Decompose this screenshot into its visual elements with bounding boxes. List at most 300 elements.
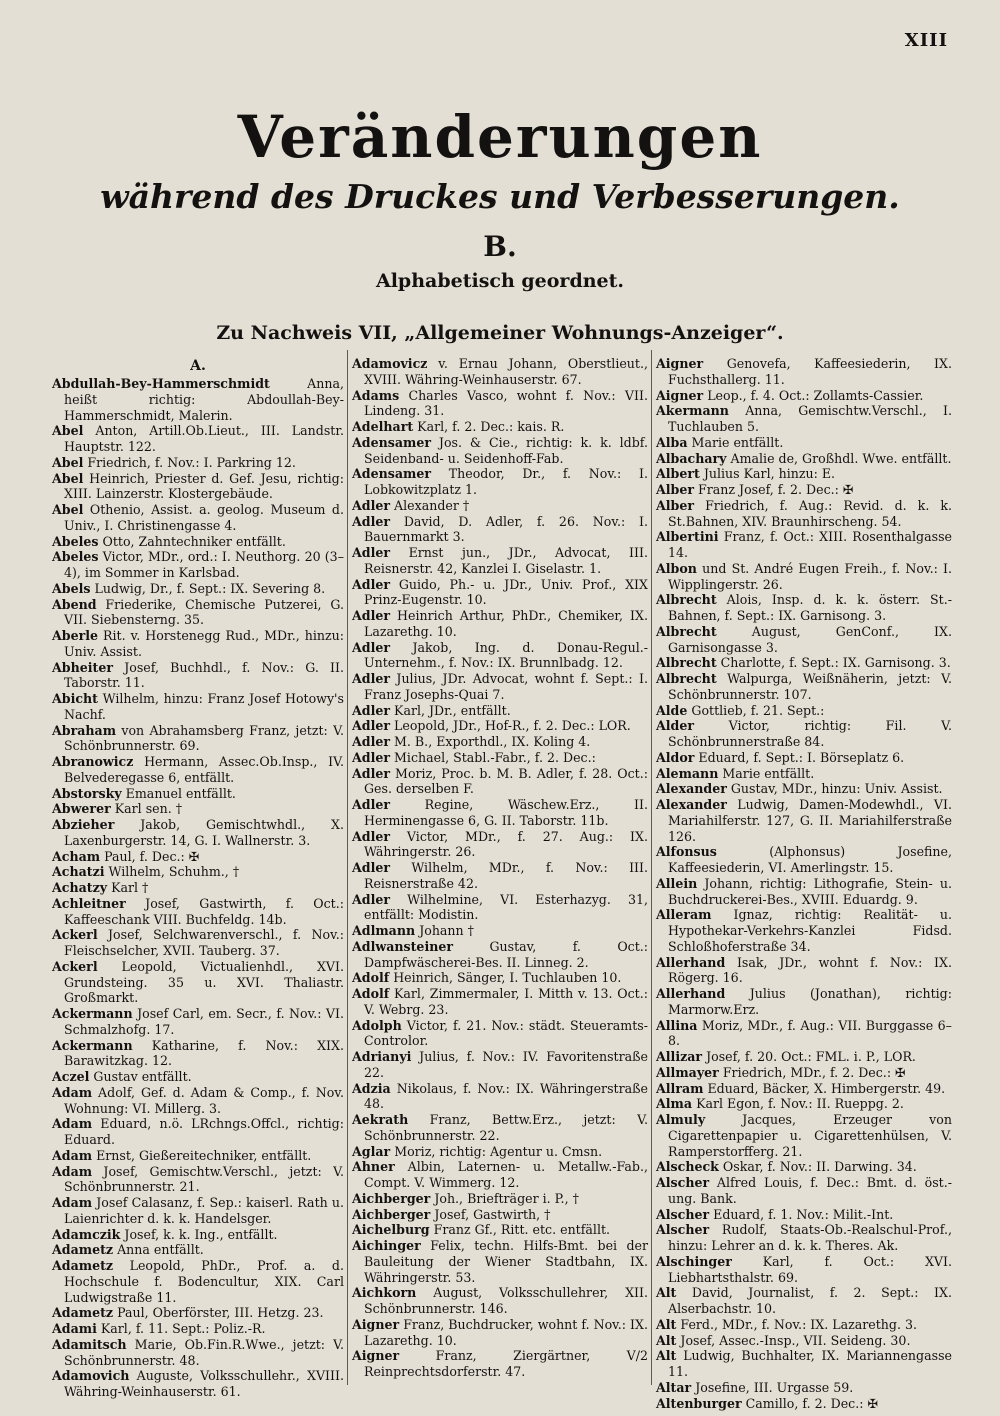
entry-text: Charles Vasco, wohnt f. Nov.: VII. Lindeng. 31. — [364, 387, 648, 419]
directory-entry — [352, 1207, 648, 1223]
entry-name: Abeles — [52, 549, 99, 565]
directory-entry — [52, 1305, 344, 1321]
entry-text: Ernst, Gießereitechniker, entfällt. — [96, 1147, 312, 1163]
entry-name: Abels — [52, 580, 91, 596]
entry-name: Acham — [52, 848, 101, 864]
entry-name: Allerhand — [656, 954, 726, 970]
entry-name: Adler — [352, 797, 391, 812]
directory-entry — [656, 1380, 952, 1396]
entry-name: Adler — [352, 765, 391, 781]
entry-text: David, Journalist, f. 2. Sept.: IX. Alserbachstr. 10. — [668, 1285, 952, 1316]
entry-text: Karl, JDr., entfällt. — [394, 702, 511, 718]
page-title: Veränderungen — [237, 103, 763, 171]
entry-name: Adametz — [52, 1242, 114, 1258]
directory-entry — [352, 1285, 648, 1317]
column-divider — [651, 350, 652, 1385]
page-subtitle: während des Druckes und Verbesserungen. — [100, 177, 900, 216]
entry-name: Ackerl — [52, 958, 98, 974]
entry-text: Ignaz, richtig: Realität- u. Hypothekar-Verkehrs-Kanzlei Fidsd. Schloßhoferstraße 34. — [668, 907, 952, 954]
entry-name: Albertini — [656, 529, 719, 545]
section-note: Alphabetisch geordnet. — [375, 270, 625, 292]
entry-text: Julius (Jonathan), richtig: Marmorw.Erz. — [668, 986, 952, 1017]
entry-name: Adam — [52, 1116, 93, 1132]
entry-text: Josef, Gastwirth, f. Oct.: Kaffeeschank VIII. Buchfeldg. 14b. — [64, 895, 344, 927]
directory-entry — [352, 498, 648, 514]
entry-name: Allerhand — [656, 986, 726, 1001]
directory-entry — [352, 734, 648, 750]
directory-entry — [52, 423, 344, 455]
entry-text: Josef, Gastwirth, † — [434, 1206, 551, 1222]
directory-entry — [352, 750, 648, 766]
directory-entry — [52, 817, 344, 849]
entry-name: Alscher — [656, 1222, 710, 1238]
directory-entry — [656, 766, 952, 782]
directory-entry — [52, 786, 344, 802]
entry-text: Josef, Selchwarenverschl., f. Nov.: Fleischselcher, XVII. Tauberg. 37. — [64, 927, 344, 958]
entry-text: Victor, MDr., f. 27. Aug.: IX. Währingerstr. 26. — [364, 828, 648, 860]
entry-name: Abranowicz — [52, 754, 134, 769]
directory-entry — [352, 797, 648, 829]
directory-entry — [52, 723, 344, 755]
entry-name: Aichelburg — [352, 1222, 430, 1238]
entry-name: Adler — [352, 891, 391, 907]
entry-text: Friedrich, f. Aug.: Revid. d. k. k. St.Bahnen, XIV. Braunhirscheng. 54. — [668, 497, 952, 529]
directory-entry — [52, 628, 344, 660]
entry-text: Walpurga, Weißnäherin, jetzt: V. Schönbrunnerstr. 107. — [668, 671, 952, 702]
entry-name: Aigner — [352, 1348, 400, 1364]
entry-text: Heinrich, Priester d. Gef. Jesu, richtig: XIII. Lainzerstr. Klostergebäude. — [64, 470, 344, 502]
directory-entry — [656, 1222, 952, 1254]
entry-text: Anna, Gemischtw.Verschl., I. Tuchlauben 5. — [668, 403, 952, 434]
entry-text: Josefine, III. Urgasse 59. — [695, 1379, 854, 1395]
entry-text: Friederike, Chemische Putzerei, G. VII. Siebensterng. 35. — [64, 596, 344, 628]
directory-entry — [52, 754, 344, 786]
entry-text: Genovefa, Kaffeesiederin, IX. Fuchsthallerg. 11. — [668, 356, 952, 387]
entry-text: Franz, Buchdrucker, wohnt f. Nov.: IX. Lazarethg. 10. — [364, 1316, 648, 1348]
entry-list — [352, 356, 648, 1380]
entry-name: Alexander — [656, 781, 727, 797]
directory-entry — [352, 1238, 648, 1285]
column-3 — [656, 356, 952, 1411]
entry-text: Moriz, Proc. b. M. B. Adler, f. 28. Oct.: Ges. derselben F. — [364, 765, 648, 797]
entry-name: Abheiter — [52, 659, 113, 675]
entry-text: Isak, JDr., wohnt f. Nov.: IX. Rögerg. 16. — [668, 954, 952, 986]
directory-entry — [52, 597, 344, 629]
entry-name: Adensamer — [352, 466, 431, 482]
entry-name: Alt — [656, 1316, 677, 1332]
entry-name: Adler — [352, 860, 391, 875]
entry-text: Eduard, f. Sept.: I. Börseplatz 6. — [698, 749, 905, 765]
entry-name: Adam — [52, 1195, 93, 1210]
directory-entry — [52, 849, 344, 865]
entry-name: Abel — [52, 423, 84, 439]
entry-name: Alscheck — [656, 1159, 719, 1175]
entry-text: M. B., Exporthdl., IX. Koling 4. — [394, 734, 591, 749]
entry-name: Adams — [352, 387, 400, 403]
directory-entry — [52, 502, 344, 534]
directory-entry — [352, 860, 648, 892]
directory-entry — [656, 1049, 952, 1065]
entry-text: Theodor, Dr., f. Nov.: I. Lobkowitzplatz 1. — [364, 466, 648, 497]
directory-entry — [656, 482, 952, 498]
directory-entry — [52, 471, 344, 503]
entry-text: Johann, richtig: Lithografie, Stein- u. Buchdruckerei-Bes., XVIII. Eduardg. 9. — [668, 875, 952, 907]
entry-text: Othenio, Assist. a. geolog. Museum d. Univ., I. Christinengasse 4. — [64, 502, 344, 533]
entry-text: Josef Calasanz, f. Sep.: kaiserl. Rath u. Laienrichter d. k. k. Handelsger. — [64, 1195, 344, 1226]
entry-text: Josef, k. k. Ing., entfällt. — [124, 1226, 278, 1242]
entry-text: Felix, techn. Hilfs-Bmt. bei der Bauleitung der Wiener Stadtbahn, IX. Währingerstr. 53. — [364, 1238, 648, 1285]
directory-entry — [656, 986, 952, 1018]
entry-text: Ernst jun., JDr., Advocat, III. Reisnerstr. 42, Kanzlei I. Giselastr. 1. — [364, 545, 648, 576]
entry-name: Adler — [352, 702, 391, 718]
directory-entry — [52, 1006, 344, 1038]
entry-text: Karl sen. † — [114, 801, 183, 817]
entry-list — [52, 376, 344, 1400]
entry-name: Adami — [52, 1321, 97, 1336]
directory-entry — [352, 435, 648, 467]
directory-entry — [52, 376, 344, 423]
directory-entry — [52, 455, 344, 471]
entry-text: Franz, Bettw.Erz., jetzt: V. Schönbrunnerstr. 22. — [364, 1112, 648, 1143]
entry-text: Moriz, richtig: Agentur u. Cmsn. — [394, 1143, 603, 1159]
entry-text: Wilhelm, MDr., f. Nov.: III. Reisnerstraße 42. — [364, 860, 648, 891]
directory-entry — [52, 1195, 344, 1227]
entry-text: Gustav entfällt. — [93, 1069, 192, 1084]
entry-name: Adzia — [352, 1080, 391, 1096]
entry-text: Josef, Assec.-Insp., VII. Seideng. 30. — [680, 1332, 911, 1348]
directory-entry — [656, 592, 952, 624]
entry-text: Karl, f. Oct.: XVI. Liebhartsthalstr. 69. — [668, 1253, 952, 1285]
entry-text: Oskar, f. Nov.: II. Darwing. 34. — [722, 1159, 917, 1175]
entry-name: Adler — [352, 718, 391, 734]
directory-entry — [352, 1144, 648, 1160]
entry-name: Albachary — [656, 450, 727, 466]
entry-name: Adolph — [352, 1017, 402, 1033]
directory-entry — [52, 534, 344, 550]
entry-text: August, GenConf., IX. Garnisongasse 3. — [668, 623, 952, 655]
entry-text: Leop., f. 4. Oct.: Zollamts-Cassier. — [707, 387, 924, 403]
entry-name: Ackermann — [52, 1037, 133, 1053]
entry-name: Adam — [52, 1084, 93, 1100]
directory-entry — [352, 1317, 648, 1349]
directory-entry — [52, 660, 344, 692]
column-1 — [52, 356, 344, 1400]
entry-name: Allizar — [656, 1049, 703, 1064]
directory-entry — [352, 608, 648, 640]
directory-entry — [352, 1018, 648, 1050]
column-2 — [352, 356, 648, 1380]
entry-name: Alfonsus — [656, 844, 717, 860]
entry-name: Abel — [52, 502, 84, 517]
entry-text: Eduard, f. 1. Nov.: Milit.-Int. — [713, 1206, 894, 1222]
entry-name: Adler — [352, 734, 391, 749]
entry-text: Franz Josef, f. 2. Dec.: ✠ — [698, 482, 854, 497]
directory-entry — [656, 1159, 952, 1175]
entry-text: Heinrich Arthur, PhDr., Chemiker, IX. Lazarethg. 10. — [364, 608, 648, 639]
page-number: XIII — [904, 30, 948, 51]
entry-name: Adler — [352, 513, 391, 529]
directory-entry — [352, 419, 648, 435]
entry-text: Adolf, Gef. d. Adam & Comp., f. Nov. Wohnung: VI. Millerg. 3. — [64, 1084, 344, 1116]
entry-text: Karl, f. 2. Dec.: kais. R. — [417, 419, 565, 434]
entry-name: Adler — [352, 608, 391, 623]
directory-entry — [352, 640, 648, 672]
directory-entry — [656, 1207, 952, 1223]
entry-name: Albrecht — [656, 655, 717, 671]
entry-text: Gustav, f. Oct.: Dampfwäscherei-Bes. II. Linneg. 2. — [364, 938, 648, 970]
directory-entry — [656, 955, 952, 987]
entry-text: Jacques, Erzeuger von Cigarettenpapier u. Cigarettenhülsen, V. Ramperstorfferg. 21. — [668, 1112, 952, 1159]
directory-entry — [52, 880, 344, 896]
entry-text: von Abrahamsberg Franz, jetzt: V. Schönbrunnerstr. 69. — [64, 722, 344, 754]
entry-name: Achatzy — [52, 880, 108, 895]
entry-name: Abel — [52, 470, 84, 486]
directory-entry — [352, 1222, 648, 1238]
directory-entry — [352, 703, 648, 719]
entry-text: Nikolaus, f. Nov.: IX. Währingerstraße 48. — [364, 1080, 648, 1112]
entry-name: Alt — [656, 1332, 677, 1348]
directory-entry — [52, 1258, 344, 1305]
entry-text: Gustav, MDr., hinzu: Univ. Assist. — [730, 781, 943, 797]
directory-entry — [52, 1069, 344, 1085]
directory-entry — [656, 1081, 952, 1097]
directory-entry — [52, 1085, 344, 1117]
entry-name: Alleram — [656, 907, 712, 923]
entry-text: Rit. v. Horstenegg Rud., MDr., hinzu: Univ. Assist. — [64, 628, 344, 659]
entry-text: Franz Gf., Ritt. etc. entfällt. — [433, 1222, 611, 1238]
entry-name: Altar — [656, 1379, 692, 1395]
entry-name: Ahner — [352, 1159, 395, 1175]
directory-entry — [656, 876, 952, 908]
entry-name: Alma — [656, 1096, 693, 1112]
entry-name: Adlwansteiner — [352, 938, 454, 954]
directory-entry — [656, 718, 952, 750]
entry-text: Anna entfällt. — [117, 1242, 204, 1258]
entry-text: Jakob, Ing. d. Donau-Regul.-Unternehm., f. Nov.: IX. Brunnlbadg. 12. — [364, 639, 648, 671]
entry-name: Alber — [656, 482, 695, 497]
entry-name: Adam — [52, 1163, 93, 1179]
entry-text: Victor, f. 21. Nov.: städt. Steueramts-Controlor. — [364, 1017, 649, 1049]
directory-entry — [52, 1337, 344, 1369]
entry-text: Karl Egon, f. Nov.: II. Rueppg. 2. — [696, 1096, 904, 1112]
entry-text: Camillo, f. 2. Dec.: ✠ — [745, 1395, 879, 1411]
entry-text: Eduard, Bäcker, X. Himbergerstr. 49. — [707, 1080, 946, 1096]
entry-name: Achleitner — [52, 895, 126, 911]
entry-name: Allina — [656, 1017, 698, 1033]
entry-name: Adler — [352, 497, 391, 513]
directory-entry — [352, 577, 648, 609]
entry-text: Otto, Zahntechniker entfällt. — [102, 533, 286, 549]
directory-entry — [52, 1164, 344, 1196]
entry-name: Adamczik — [52, 1226, 121, 1242]
entry-text: Josef Carl, em. Secr., f. Nov.: VI. Schmalzhofg. 17. — [64, 1006, 344, 1037]
entry-text: Joh., Briefträger i. P., † — [434, 1190, 579, 1206]
entry-text: (Alphonsus) Josefine, Kaffeesiederin, VI. Amerlingstr. 15. — [668, 844, 952, 875]
directory-entry — [52, 1368, 344, 1400]
directory-entry — [52, 1227, 344, 1243]
entry-text: Marie entfällt. — [722, 765, 815, 781]
entry-text: Auguste, Volksschullehr., XVIII. Währing-Weinhauserstr. 61. — [64, 1368, 344, 1399]
directory-entry — [656, 1112, 952, 1159]
directory-entry — [656, 388, 952, 404]
directory-entry — [656, 671, 952, 703]
entry-name: Albrecht — [656, 671, 717, 686]
entry-text: Alois, Insp. d. k. k. österr. St.-Bahnen, f. Sept.: IX. Garnisong. 3. — [668, 592, 952, 623]
directory-entry — [352, 466, 648, 498]
directory-entry — [352, 1081, 648, 1113]
directory-entry — [52, 1321, 344, 1337]
directory-entry — [352, 970, 648, 986]
entry-name: Allein — [656, 875, 698, 891]
entry-name: Alscher — [656, 1206, 710, 1222]
entry-name: Allram — [656, 1080, 704, 1096]
directory-entry — [656, 750, 952, 766]
entry-name: Alscher — [656, 1175, 710, 1190]
entry-name: Adametz — [52, 1305, 114, 1321]
column-divider — [347, 350, 348, 1385]
entry-text: Karl, f. 11. Sept.: Poliz.-R. — [100, 1321, 266, 1336]
entry-name: Abdullah-Bey-Hammerschmidt — [52, 376, 270, 391]
directory-entry — [352, 388, 648, 420]
directory-entry — [52, 896, 344, 928]
directory-entry — [656, 781, 952, 797]
entry-name: Alt — [656, 1348, 677, 1364]
entry-name: Adler — [352, 576, 391, 592]
entry-text: Josef, Buchhdl., f. Nov.: G. II. Taborstr. 11. — [64, 659, 344, 691]
entry-name: Aldor — [656, 749, 695, 765]
entry-name: Aberle — [52, 628, 99, 643]
entry-text: Julius Karl, hinzu: E. — [703, 466, 836, 482]
entry-name: Abraham — [52, 722, 117, 738]
entry-text: Karl † — [111, 880, 149, 895]
directory-entry — [52, 691, 344, 723]
directory-entry — [352, 356, 648, 388]
entry-text: Leopold, JDr., Hof-R., f. 2. Dec.: LOR. — [394, 718, 631, 734]
entry-text: Ludwig, Buchhalter, IX. Mariannengasse 11. — [668, 1348, 952, 1379]
directory-entry — [656, 1285, 952, 1317]
directory-entry — [52, 1038, 344, 1070]
entry-name: Alschinger — [656, 1253, 732, 1269]
entry-text: Anna, heißt richtig: Abdoullah-Bey-Hammerschmidt, Malerin. — [64, 376, 344, 423]
directory-entry — [52, 581, 344, 597]
entry-text: Victor, richtig: Fil. V. Schönbrunnerstraße 84. — [668, 718, 952, 749]
entry-text: Wilhelm, Schuhm., † — [108, 864, 240, 880]
directory-entry — [656, 1317, 952, 1333]
reference-heading: Zu Nachweis VII, „Allgemeiner Wohnungs-Anzeiger“. — [216, 322, 784, 344]
entry-name: Alde — [656, 702, 688, 718]
entry-text: David, D. Adler, f. 26. Nov.: I. Bauernmarkt 3. — [364, 513, 648, 545]
entry-text: Marie entfällt. — [691, 434, 784, 450]
entry-text: Emanuel entfällt. — [125, 785, 236, 801]
entry-name: Alder — [656, 718, 695, 734]
entry-name: Abicht — [52, 691, 99, 706]
directory-entry — [656, 655, 952, 671]
entry-text: Julius, f. Nov.: IV. Favoritenstraße 22. — [364, 1049, 648, 1080]
entry-text: Hermann, Assec.Ob.Insp., IV. Belvederegasse 6, entfällt. — [64, 754, 344, 785]
entry-text: Alfred Louis, f. Dec.: Bmt. d. öst.-ung. Bank. — [668, 1175, 952, 1206]
directory-entry — [352, 892, 648, 924]
entry-name: Adler — [352, 671, 391, 686]
directory-entry — [352, 1348, 648, 1380]
entry-text: Josef, Gemischtw.Verschl., jetzt: V. Schönbrunnerstr. 21. — [64, 1163, 344, 1195]
entry-text: Moriz, MDr., f. Aug.: VII. Burggasse 6–8. — [668, 1017, 952, 1049]
directory-entry — [352, 1159, 648, 1191]
entry-name: Adolf — [352, 986, 390, 1001]
entry-name: Albrecht — [656, 623, 717, 639]
directory-entry — [656, 844, 952, 876]
entry-text: Amalie de, Großhdl. Wwe. entfällt. — [730, 450, 952, 466]
entry-name: Aigner — [352, 1316, 400, 1332]
entry-text: Eduard, n.ö. LRchngs.Offcl., richtig: Eduard. — [64, 1116, 344, 1147]
entry-name: Abstorsky — [52, 785, 122, 801]
directory-entry — [656, 907, 952, 954]
directory-entry — [52, 927, 344, 959]
directory-entry — [656, 797, 952, 844]
entry-text: Heinrich, Sänger, I. Tuchlauben 10. — [393, 970, 622, 986]
directory-entry — [352, 545, 648, 577]
directory-entry — [656, 529, 952, 561]
directory-entry — [52, 1148, 344, 1164]
entry-name: Adler — [352, 639, 391, 655]
directory-entry — [656, 1175, 952, 1207]
entry-name: Aichberger — [352, 1206, 431, 1222]
directory-entry — [656, 1018, 952, 1050]
section-letter: B. — [483, 230, 517, 263]
entry-name: Adler — [352, 749, 391, 765]
entry-name: Aichkorn — [352, 1285, 417, 1301]
entry-text: Victor, MDr., ord.: I. Neuthorg. 20 (3–4), im Sommer in Karlsbad. — [64, 549, 344, 580]
entry-name: Aigner — [656, 356, 704, 371]
entry-text: Johann † — [419, 923, 474, 938]
entry-text: August, Volksschullehrer, XII. Schönbrunnerstr. 146. — [364, 1285, 648, 1316]
entry-name: Adrianyi — [352, 1049, 412, 1064]
entry-name: Akermann — [656, 403, 729, 419]
entry-name: Adlmann — [352, 923, 416, 938]
directory-entry — [656, 1348, 952, 1380]
entry-name: Albon — [656, 560, 697, 576]
entry-name: Abel — [52, 454, 84, 470]
entry-text: Guido, Ph.- u. JDr., Univ. Prof., XIX Prinz-Eugenstr. 10. — [364, 576, 649, 608]
entry-name: Adametz — [52, 1258, 114, 1273]
entry-name: Adelhart — [352, 419, 414, 434]
entry-name: Ackerl — [52, 927, 98, 943]
entry-name: Abend — [52, 596, 97, 612]
entry-text: Albin, Laternen- u. Metallw.-Fab., Compt. V. Wimmerg. 12. — [364, 1159, 648, 1190]
entry-name: Alba — [656, 434, 688, 450]
directory-entry — [352, 1191, 648, 1207]
directory-entry — [52, 864, 344, 880]
entry-text: Karl, Zimmermaler, I. Mitth v. 13. Oct.: V. Webrg. 23. — [364, 986, 648, 1017]
entry-text: Leopold, PhDr., Prof. a. d. Hochschule f. Bodencultur, XIX. Carl Ludwigstraße 11. — [64, 1258, 344, 1305]
directory-entry — [352, 1112, 648, 1144]
directory-entry — [656, 1096, 952, 1112]
directory-entry — [52, 959, 344, 1006]
directory-entry — [352, 923, 648, 939]
entry-name: Aglar — [352, 1143, 391, 1159]
letter-heading: A. — [190, 358, 206, 374]
directory-entry — [352, 718, 648, 734]
entry-text: Jakob, Gemischtwhdl., X. Laxenburgerstr. 14, G. I. Wallnerstr. 3. — [64, 817, 344, 848]
directory-entry — [656, 451, 952, 467]
entry-name: Albrecht — [656, 592, 717, 608]
entry-text: Leopold, Victualienhdl., XVI. Grundsteing. 35 u. XVI. Thaliastr. Großmarkt. — [64, 958, 344, 1006]
entry-name: Adler — [352, 828, 391, 844]
entry-text: Franz, f. Oct.: XIII. Rosenthalgasse 14. — [668, 529, 952, 560]
directory-entry — [352, 986, 648, 1018]
directory-entry — [52, 1242, 344, 1258]
directory-entry — [656, 1396, 952, 1412]
entry-name: Ackermann — [52, 1006, 133, 1021]
